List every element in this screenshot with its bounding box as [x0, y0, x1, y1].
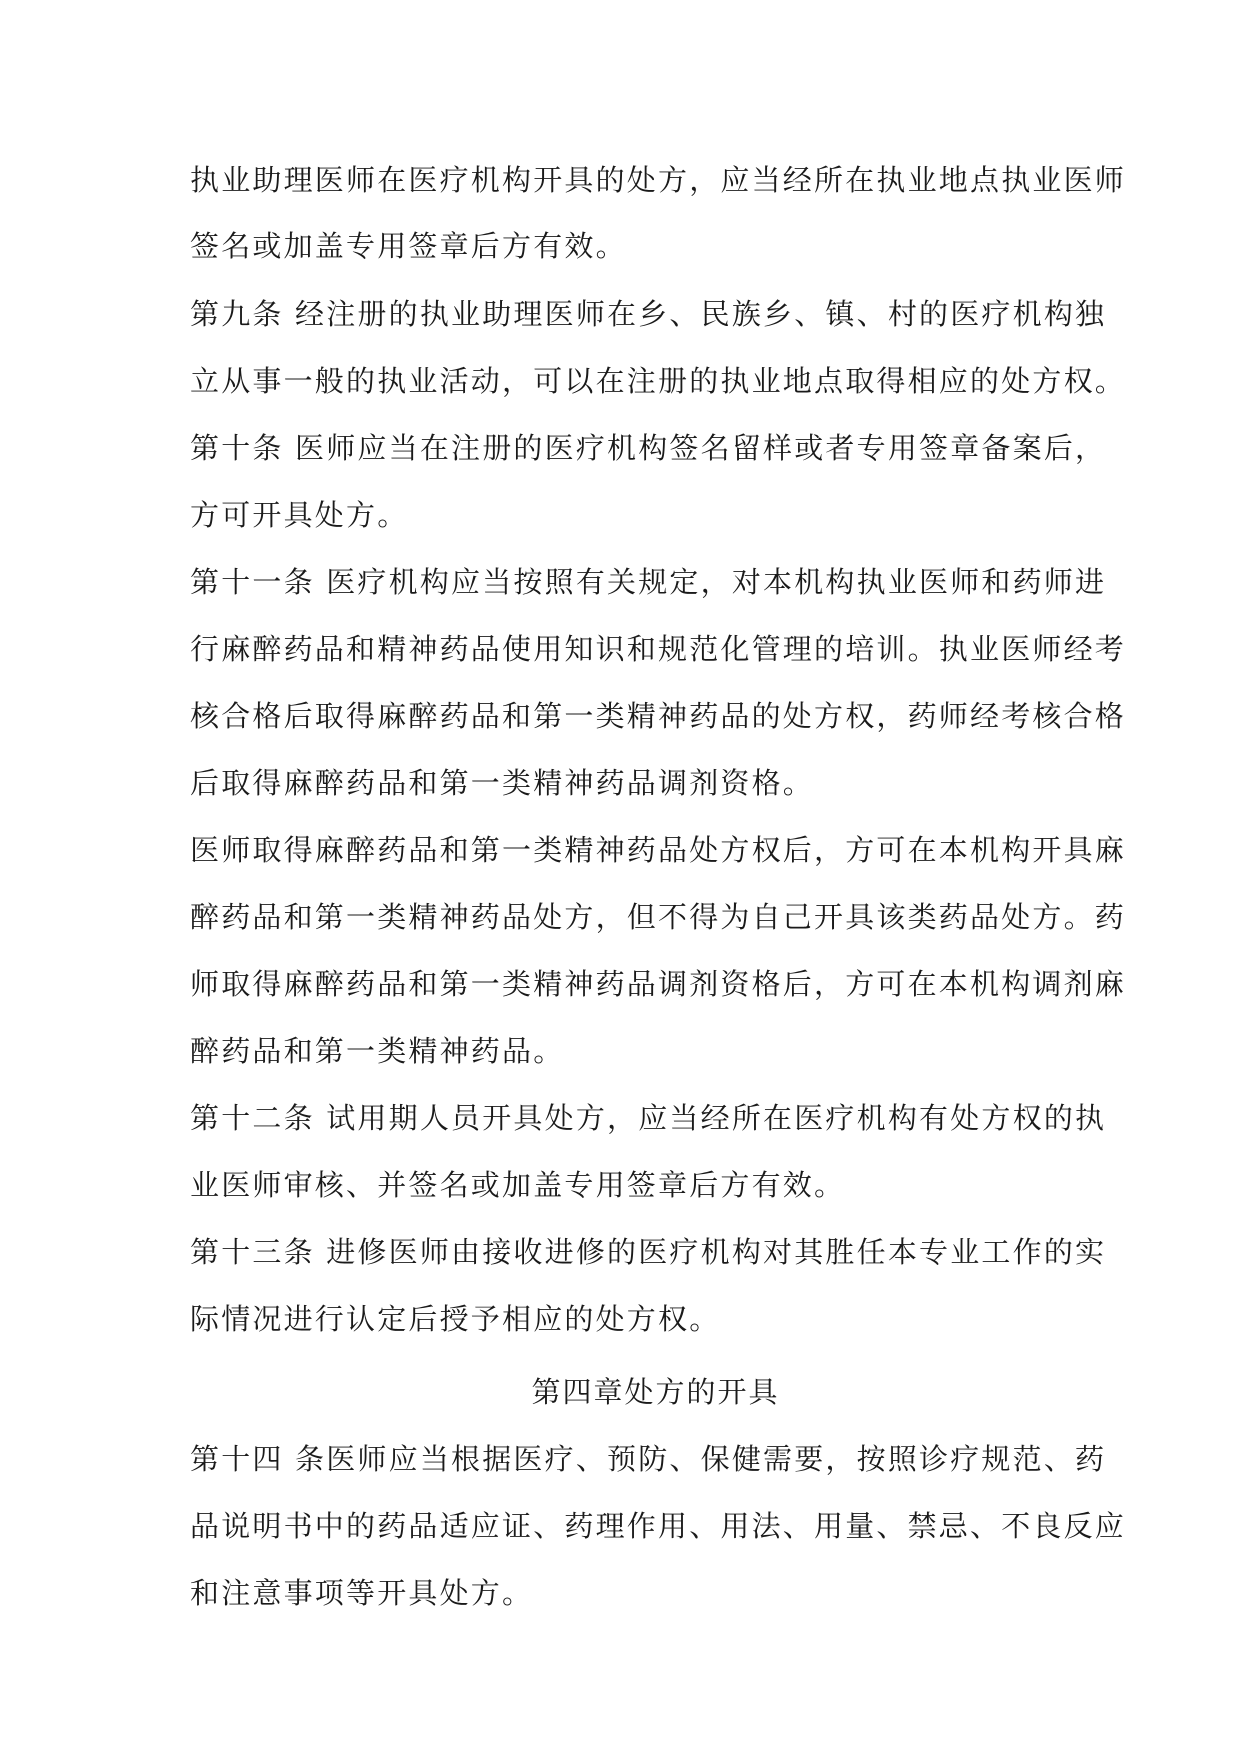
- paragraph-line: 方可开具处方。: [190, 498, 409, 532]
- article-13-line: 第十三条 进修医师由接收进修的医疗机构对其胜任本专业工作的实: [190, 1235, 1107, 1269]
- paragraph-line: 和注意事项等开具处方。: [190, 1576, 534, 1610]
- article-10-line: 第十条 医师应当在注册的医疗机构签名留样或者专用签章备案后，: [190, 431, 1107, 465]
- paragraph-line: 业医师审核、并签名或加盖专用签章后方有效。: [190, 1168, 846, 1202]
- article-11-line: 第十一条 医疗机构应当按照有关规定，对本机构执业医师和药师进: [190, 565, 1107, 599]
- chapter-heading: 第四章处方的开具: [531, 1375, 780, 1409]
- paragraph-line: 执业助理医师在医疗机构开具的处方，应当经所在执业地点执业医师: [190, 163, 1127, 197]
- article-9-line: 第九条 经注册的执业助理医师在乡、民族乡、镇、村的医疗机构独: [190, 297, 1107, 331]
- paragraph-line: 立从事一般的执业活动，可以在注册的执业地点取得相应的处方权。: [190, 364, 1127, 398]
- paragraph-line: 醉药品和第一类精神药品处方，但不得为自己开具该类药品处方。药: [190, 900, 1127, 934]
- paragraph-line: 行麻醉药品和精神药品使用知识和规范化管理的培训。执业医师经考: [190, 632, 1127, 666]
- paragraph-line: 签名或加盖专用签章后方有效。: [190, 229, 627, 263]
- paragraph-line: 师取得麻醉药品和第一类精神药品调剂资格后，方可在本机构调剂麻: [190, 967, 1127, 1001]
- paragraph-line: 医师取得麻醉药品和第一类精神药品处方权后，方可在本机构开具麻: [190, 833, 1127, 867]
- paragraph-line: 后取得麻醉药品和第一类精神药品调剂资格。: [190, 766, 815, 800]
- paragraph-line: 核合格后取得麻醉药品和第一类精神药品的处方权，药师经考核合格: [190, 699, 1127, 733]
- article-12-line: 第十二条 试用期人员开具处方，应当经所在医疗机构有处方权的执: [190, 1101, 1107, 1135]
- paragraph-line: 际情况进行认定后授予相应的处方权。: [190, 1302, 721, 1336]
- paragraph-line: 醉药品和第一类精神药品。: [190, 1034, 565, 1068]
- article-14-line: 第十四 条医师应当根据医疗、预防、保健需要，按照诊疗规范、药: [190, 1442, 1107, 1476]
- paragraph-line: 品说明书中的药品适应证、药理作用、用法、用量、禁忌、不良反应: [190, 1509, 1127, 1543]
